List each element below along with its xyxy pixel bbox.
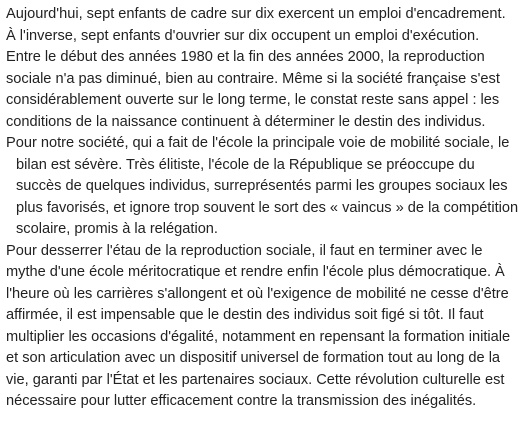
text-line: Pour desserrer l'étau de la reproduction sociale, il faut en terminer avec le bbox=[6, 242, 483, 259]
text-line: et son articulation avec un dispositif universel de formation tout au long de la bbox=[6, 350, 501, 366]
text-line: conditions de la naissance continuent à déterminer le destin des individus. bbox=[6, 113, 486, 130]
text-line: sociale n'a pas diminué, bien au contraire. Même si la société française s'est bbox=[6, 70, 500, 87]
text-line: Entre le début des années 1980 et la fin des années 2000, la reproduction bbox=[6, 49, 485, 65]
text-line: multiplier les occasions d'égalité, notamment en repensant la formation initiale bbox=[6, 328, 511, 345]
text-line: mythe d'une école méritocratique et rendre enfin l'école plus démocratique. À bbox=[6, 264, 505, 280]
text-line: vie, garanti par l'État et les partenaires sociaux. Cette révolution culturelle est bbox=[6, 371, 505, 388]
text-line: plus favorisés, et ignore trop souvent le sort des « vaincus » de la compétition bbox=[16, 199, 519, 216]
text-line: À l'inverse, sept enfants d'ouvrier sur dix occupent un emploi d'exécution. bbox=[6, 27, 480, 44]
text-line: succès de quelques individus, surreprésentés parmi les groupes sociaux les bbox=[16, 178, 508, 194]
text-line: considérablement ouverte sur le long terme, le constat reste sans appel : les bbox=[6, 92, 500, 108]
text-line: l'heure où les carrières s'allongent et où l'exigence de mobilité ne cesse d'être bbox=[6, 285, 509, 302]
text-line: Aujourd'hui, sept enfants de cadre sur dix exercent un emploi d'encadrement. bbox=[6, 6, 506, 22]
text-line: affirmée, il est impensable que le destin des individus soit figé si tôt. Il faut bbox=[6, 307, 484, 323]
text-line: nécessaire pour lutter efficacement contre la transmission des inégalités. bbox=[6, 393, 477, 409]
text-line: scolaire, promis à la relégation. bbox=[16, 221, 218, 237]
text-line: Pour notre société, qui a fait de l'école la principale voie de mobilité sociale, le bbox=[6, 135, 510, 151]
text-line: bilan est sévère. Très élitiste, l'école de la République se préoccupe du bbox=[16, 156, 475, 173]
